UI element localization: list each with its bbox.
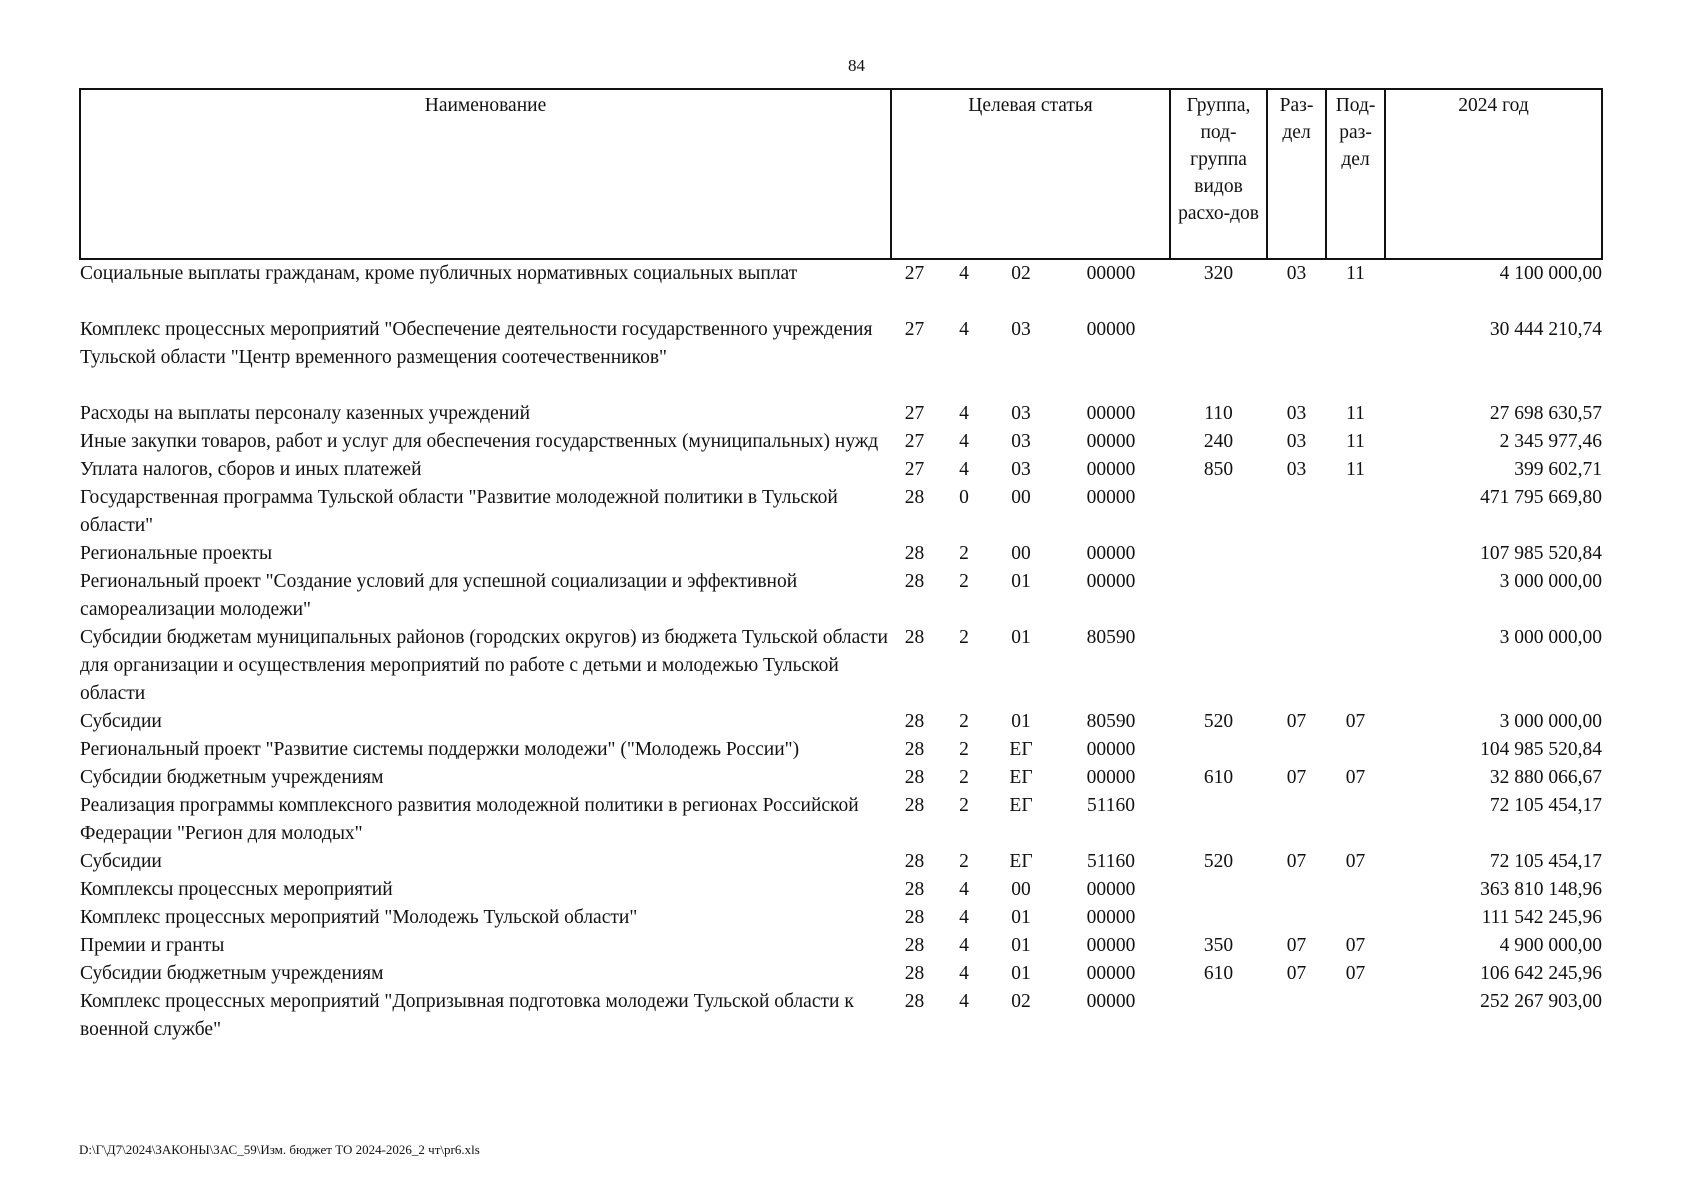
row-expense-group: 240: [1203, 431, 1234, 452]
row-code-type: 2: [959, 571, 969, 592]
row-code-element: 01: [1011, 711, 1031, 732]
row-code-direction: 51160: [1087, 795, 1136, 816]
row-expense-group: [1170, 876, 1267, 904]
table-row: [80, 792, 1602, 848]
row-expense-group: [1170, 484, 1267, 540]
table-row: [80, 484, 1602, 540]
row-name: Субсидии бюджетам муниципальных районов (городских округов) из бюджета Тульской области для организации и осуществления мероприятий по работе с детьми и молодежью Тульской области: [80, 627, 888, 704]
table-row: [80, 316, 1602, 400]
row-section: [1267, 484, 1326, 540]
row-amount: 471 795 669,80: [1480, 487, 1603, 508]
row-amount: 363 810 148,96: [1480, 879, 1603, 900]
row-amount: 27 698 630,57: [1489, 403, 1603, 424]
row-subsection: [1326, 316, 1385, 400]
row-expense-group: [1170, 736, 1267, 764]
row-code-direction: 00000: [1086, 879, 1136, 900]
row-amount: 111 542 245,96: [1481, 907, 1603, 928]
row-expense-group: [1170, 624, 1267, 708]
row-section: 03: [1286, 403, 1307, 424]
row-code-program: 28: [904, 879, 925, 900]
row-code-element: ЕГ: [1009, 739, 1033, 760]
row-amount: 3 000 000,00: [1499, 571, 1603, 592]
row-amount: 107 985 520,84: [1480, 543, 1603, 564]
row-expense-group: [1170, 316, 1267, 400]
row-name: Социальные выплаты гражданам, кроме публичных нормативных социальных выплат: [80, 263, 798, 284]
row-subsection: [1326, 876, 1385, 904]
table-header: [80, 89, 1602, 259]
row-amount: 399 602,71: [1514, 459, 1603, 480]
row-name: Субсидии: [80, 711, 162, 732]
table-row: [80, 932, 1602, 960]
row-section: 07: [1286, 935, 1307, 956]
row-code-type: 2: [959, 795, 969, 816]
row-code-program: 27: [904, 459, 925, 480]
row-code-element: 00: [1011, 543, 1031, 564]
row-amount: 252 267 903,00: [1480, 991, 1603, 1012]
header-subsection: Под-раз-дел: [1326, 89, 1385, 259]
row-code-type: 4: [959, 431, 969, 452]
row-code-element: 03: [1011, 431, 1031, 452]
row-name: Региональные проекты: [80, 543, 273, 564]
row-code-type: 0: [959, 487, 969, 508]
row-expense-group: [1170, 904, 1267, 932]
row-code-program: 28: [904, 543, 925, 564]
row-section: 07: [1286, 963, 1307, 984]
row-code-direction: 00000: [1086, 459, 1136, 480]
row-code-type: 2: [959, 851, 969, 872]
row-expense-group: [1170, 540, 1267, 568]
row-code-direction: 00000: [1086, 767, 1136, 788]
row-code-element: 01: [1011, 627, 1031, 648]
row-name: Региональный проект "Создание условий для успешной социализации и эффективной самореализации молодежи": [80, 571, 798, 620]
row-code-direction: 80590: [1086, 627, 1136, 648]
row-subsection: 07: [1345, 935, 1366, 956]
row-section: 07: [1286, 851, 1307, 872]
table-row: [80, 764, 1602, 792]
row-subsection: 07: [1345, 711, 1366, 732]
row-code-type: 4: [959, 991, 969, 1012]
row-code-direction: 00000: [1086, 431, 1136, 452]
row-amount: 106 642 245,96: [1480, 963, 1603, 984]
row-expense-group: 850: [1203, 459, 1234, 480]
row-code-type: 4: [959, 263, 969, 284]
row-code-element: 01: [1011, 907, 1031, 928]
table-row: [80, 960, 1602, 988]
row-code-element: 03: [1011, 319, 1031, 340]
row-subsection: [1326, 624, 1385, 708]
row-expense-group: 320: [1203, 263, 1234, 284]
row-expense-group: 520: [1203, 711, 1234, 732]
row-section: [1267, 540, 1326, 568]
row-section: [1267, 624, 1326, 708]
row-name: Субсидии бюджетным учреждениям: [80, 963, 384, 984]
row-name: Государственная программа Тульской области "Развитие молодежной политики в Тульской области": [80, 487, 838, 536]
table-row: [80, 736, 1602, 764]
row-code-element: ЕГ: [1009, 795, 1033, 816]
row-amount: 72 105 454,17: [1489, 795, 1603, 816]
header-target-article: Целевая статья: [891, 89, 1170, 259]
row-amount: 2 345 977,46: [1499, 431, 1603, 452]
row-subsection: [1326, 484, 1385, 540]
row-code-element: 03: [1011, 403, 1031, 424]
row-name: Премии и гранты: [80, 935, 225, 956]
row-code-type: 4: [959, 459, 969, 480]
row-code-direction: 00000: [1086, 487, 1136, 508]
table-row: [80, 568, 1602, 624]
row-section: 03: [1286, 263, 1307, 284]
row-subsection: [1326, 540, 1385, 568]
row-code-program: 28: [904, 795, 925, 816]
row-section: [1267, 876, 1326, 904]
row-code-program: 27: [904, 403, 925, 424]
row-code-direction: 00000: [1086, 571, 1136, 592]
row-section: 07: [1286, 711, 1307, 732]
table-row: [80, 708, 1602, 736]
row-code-type: 4: [959, 403, 969, 424]
table-row: [80, 259, 1602, 316]
row-code-element: 01: [1011, 963, 1031, 984]
table-row: [80, 876, 1602, 904]
row-subsection: 07: [1345, 963, 1366, 984]
row-name: Комплекс процессных мероприятий "Допризывная подготовка молодежи Тульской области к военной службе": [80, 991, 854, 1040]
row-expense-group: [1170, 568, 1267, 624]
row-section: [1267, 792, 1326, 848]
row-code-type: 2: [959, 543, 969, 564]
header-group-text: Группа, под-группа видов расхо-дов: [1178, 95, 1259, 224]
row-code-element: ЕГ: [1009, 767, 1033, 788]
row-name: Расходы на выплаты персоналу казенных учреждений: [80, 403, 531, 424]
row-code-direction: 00000: [1086, 739, 1136, 760]
row-amount: 72 105 454,17: [1489, 851, 1603, 872]
row-section: 07: [1286, 767, 1307, 788]
row-expense-group: 610: [1203, 963, 1234, 984]
row-code-program: 28: [904, 487, 925, 508]
row-code-element: ЕГ: [1009, 851, 1033, 872]
row-section: [1267, 988, 1326, 1044]
row-expense-group: 110: [1204, 403, 1233, 424]
row-code-type: 4: [959, 935, 969, 956]
row-code-direction: 00000: [1086, 907, 1136, 928]
row-code-type: 4: [959, 907, 969, 928]
row-code-direction: 00000: [1086, 319, 1136, 340]
row-subsection: 11: [1346, 263, 1365, 284]
row-name: Комплекс процессных мероприятий "Молодежь Тульской области": [80, 907, 638, 928]
row-section: 03: [1286, 459, 1307, 480]
table-row: [80, 848, 1602, 876]
row-subsection: 07: [1345, 851, 1366, 872]
header-name: Наименование: [80, 89, 891, 259]
row-code-program: 27: [904, 431, 925, 452]
table-row: [80, 456, 1602, 484]
row-name: Комплексы процессных мероприятий: [80, 879, 393, 900]
row-subsection: [1326, 988, 1385, 1044]
row-subsection: 11: [1346, 459, 1365, 480]
table-row: [80, 400, 1602, 428]
footer-file-path: D:\Г\Д7\2024\ЗАКОНЫ\ЗАС_59\Изм. бюджет ТО 2024-2026_2 чт\pr6.xls: [79, 1142, 480, 1157]
row-subsection: 07: [1345, 767, 1366, 788]
table-body: [80, 259, 1602, 1044]
row-expense-group: 520: [1203, 851, 1234, 872]
row-name: Региональный проект "Развитие системы поддержки молодежи" ("Молодежь России"): [80, 739, 800, 760]
row-subsection: [1326, 792, 1385, 848]
row-section: [1267, 736, 1326, 764]
header-year: 2024 год: [1385, 89, 1602, 259]
row-code-element: 02: [1011, 263, 1031, 284]
row-code-program: 28: [904, 907, 925, 928]
row-code-element: 00: [1011, 879, 1031, 900]
row-code-element: 01: [1011, 571, 1031, 592]
row-code-direction: 00000: [1086, 935, 1136, 956]
row-code-program: 28: [904, 935, 925, 956]
row-section: 03: [1286, 431, 1307, 452]
row-expense-group: [1170, 988, 1267, 1044]
row-code-direction: 00000: [1086, 991, 1136, 1012]
row-name: Субсидии бюджетным учреждениям: [80, 767, 384, 788]
row-code-type: 4: [959, 963, 969, 984]
row-code-program: 27: [904, 319, 925, 340]
row-code-element: 02: [1011, 991, 1031, 1012]
row-code-direction: 00000: [1086, 543, 1136, 564]
header-section: Раз-дел: [1267, 89, 1326, 259]
budget-table: [79, 88, 1603, 1044]
row-code-element: 01: [1011, 935, 1031, 956]
row-amount: 3 000 000,00: [1499, 627, 1603, 648]
row-code-program: 28: [904, 739, 925, 760]
table-row: [80, 428, 1602, 456]
table-row: [80, 988, 1602, 1044]
row-code-element: 03: [1011, 459, 1031, 480]
page-number: 84: [848, 56, 865, 75]
row-code-type: 2: [959, 739, 969, 760]
row-code-direction: 51160: [1087, 851, 1136, 872]
row-amount: 32 880 066,67: [1489, 767, 1603, 788]
row-amount: 104 985 520,84: [1480, 739, 1603, 760]
row-amount: 4 900 000,00: [1499, 935, 1603, 956]
row-code-program: 28: [904, 851, 925, 872]
row-subsection: [1326, 568, 1385, 624]
row-code-direction: 00000: [1086, 263, 1136, 284]
row-code-type: 2: [959, 627, 969, 648]
row-code-type: 2: [959, 767, 969, 788]
table-row: [80, 624, 1602, 708]
row-name: Уплата налогов, сборов и иных платежей: [80, 459, 422, 480]
row-name: Реализация программы комплексного развития молодежной политики в регионах Российской Федерации "Регион для молодых": [80, 795, 859, 844]
row-subsection: 11: [1346, 431, 1365, 452]
row-code-program: 27: [904, 263, 925, 284]
row-section: [1267, 316, 1326, 400]
row-code-type: 2: [959, 711, 969, 732]
header-group: [1170, 89, 1267, 259]
row-code-program: 28: [904, 627, 925, 648]
row-code-direction: 80590: [1086, 711, 1136, 732]
row-section: [1267, 904, 1326, 932]
row-code-direction: 00000: [1086, 403, 1136, 424]
row-code-program: 28: [904, 711, 925, 732]
row-code-direction: 00000: [1086, 963, 1136, 984]
row-name: Иные закупки товаров, работ и услуг для обеспечения государственных (муниципальных) нужд: [80, 431, 879, 452]
table-row: [80, 904, 1602, 932]
row-subsection: 11: [1346, 403, 1365, 424]
row-code-program: 28: [904, 963, 925, 984]
row-expense-group: 350: [1203, 935, 1234, 956]
row-subsection: [1326, 904, 1385, 932]
row-amount: 4 100 000,00: [1499, 263, 1603, 284]
row-section: [1267, 568, 1326, 624]
row-code-type: 4: [959, 319, 969, 340]
row-name: Комплекс процессных мероприятий "Обеспечение деятельности государственного учреждения Тульской области "Центр временного размещения соотечественников": [80, 319, 873, 368]
row-amount: 3 000 000,00: [1499, 711, 1603, 732]
row-subsection: [1326, 736, 1385, 764]
row-expense-group: [1170, 792, 1267, 848]
row-name: Субсидии: [80, 851, 162, 872]
row-code-program: 28: [904, 767, 925, 788]
table-row: [80, 540, 1602, 568]
row-amount: 30 444 210,74: [1489, 319, 1603, 340]
row-code-type: 4: [959, 879, 969, 900]
row-code-program: 28: [904, 991, 925, 1012]
row-expense-group: 610: [1203, 767, 1234, 788]
row-code-program: 28: [904, 571, 925, 592]
row-code-element: 00: [1011, 487, 1031, 508]
